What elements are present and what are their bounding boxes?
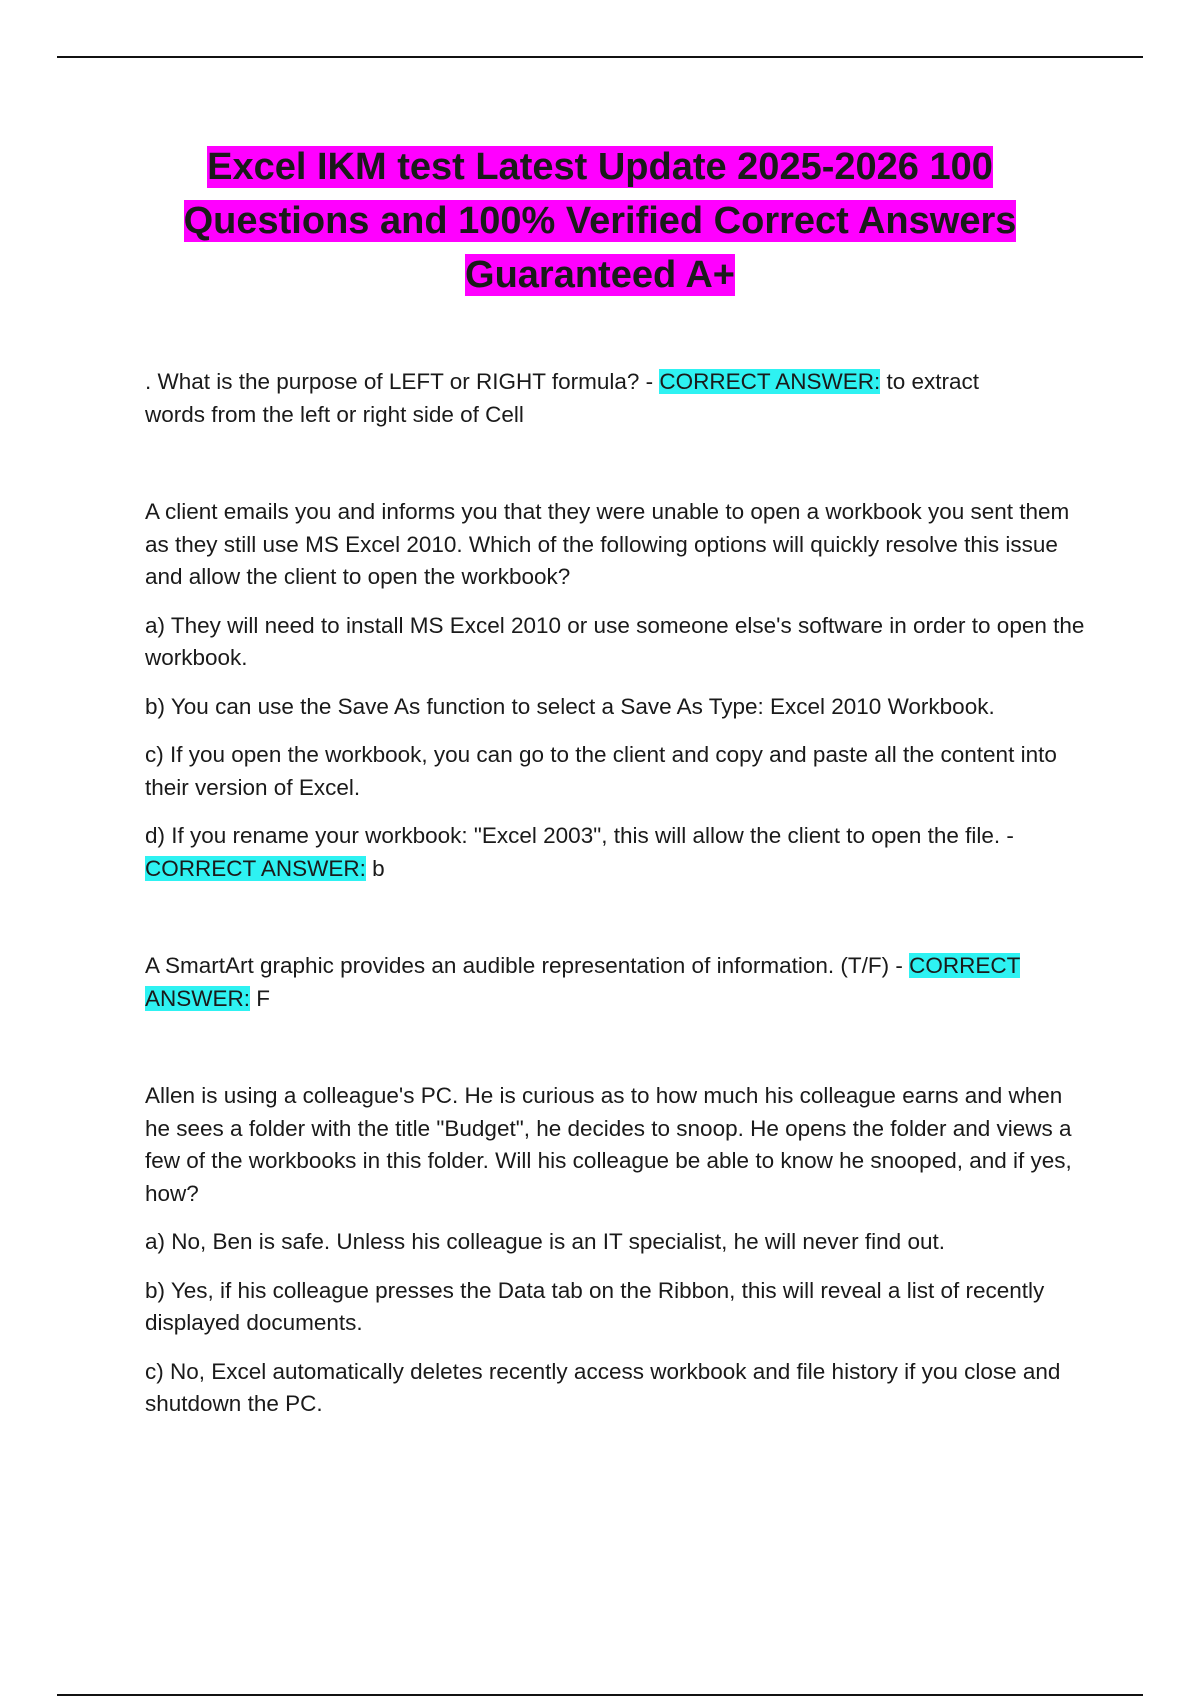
question-3-answer-label-part2: ANSWER: xyxy=(145,985,251,1011)
question-3-answer-label-part1: CORRECT xyxy=(909,953,1021,978)
bottom-rule xyxy=(57,1694,1143,1696)
question-2-option-d xyxy=(145,820,1090,885)
question-2-option-c: c) If you open the workbook, you can go to the client and copy and paste all the content into their version of Excel. xyxy=(145,742,1057,800)
title-line-1: Excel IKM test Latest Update 2025-2026 100 xyxy=(207,146,993,188)
question-4-option-c: c) No, Excel automatically deletes recently access workbook and file history if you close and shutdown the PC. xyxy=(145,1358,1061,1416)
question-2-option-b: b) You can use the Save As function to select a Save As Type: Excel 2010 Workbook. xyxy=(145,693,995,719)
question-2-option-d-text: d) If you rename your workbook: "Excel 2003", this will allow the client to open the file. - xyxy=(145,823,1014,848)
question-1-stem: . What is the purpose of LEFT or RIGHT formula? - xyxy=(145,369,660,394)
question-4 xyxy=(145,1080,1090,1421)
document-title xyxy=(100,140,1100,302)
question-2-answer: b xyxy=(365,855,385,881)
question-2-option-a: a) They will need to install MS Excel 2010 or use someone else's software in order to open the workbook. xyxy=(145,612,1085,670)
question-3-stem: A SmartArt graphic provides an audible representation of information. (T/F) - xyxy=(145,953,910,978)
question-list xyxy=(145,366,1090,1421)
question-1-answer-part2: words from the left or right side of Cell xyxy=(145,401,524,427)
question-3-text xyxy=(145,950,1090,1015)
question-3-answer: F xyxy=(250,985,271,1011)
question-4-option-a: a) No, Ben is safe. Unless his colleague is an IT specialist, he will never find out. xyxy=(145,1229,945,1254)
question-4-option-b: b) Yes, if his colleague presses the Data tab on the Ribbon, this will reveal a list of recently displayed documents. xyxy=(145,1277,1045,1335)
top-rule xyxy=(57,56,1143,58)
question-4-stem: Allen is using a colleague's PC. He is curious as to how much his colleague earns and when he sees a folder with the title "Budget", he decides to snoop. He opens the folder and views a few of the workbooks in this folder. Will his colleague be able to know he snooped, and if yes, how? xyxy=(145,1083,1072,1206)
question-2-stem: A client emails you and informs you that they were unable to open a workbook you sent them as they still use MS Excel 2010. Which of the following options will quickly resolve this issue and allow the client to open the workbook? xyxy=(145,499,1070,589)
title-line-3: Guaranteed A+ xyxy=(465,254,735,296)
title-line-2: Questions and 100% Verified Correct Answers xyxy=(183,200,1017,242)
question-1-text xyxy=(145,366,1090,431)
question-2-answer-label: CORRECT ANSWER: xyxy=(145,855,366,881)
question-1-answer-part1: to extract xyxy=(880,369,980,394)
question-2 xyxy=(145,496,1090,885)
question-1 xyxy=(145,366,1090,431)
question-3 xyxy=(145,950,1090,1015)
question-1-answer-label: CORRECT ANSWER: xyxy=(659,369,881,394)
